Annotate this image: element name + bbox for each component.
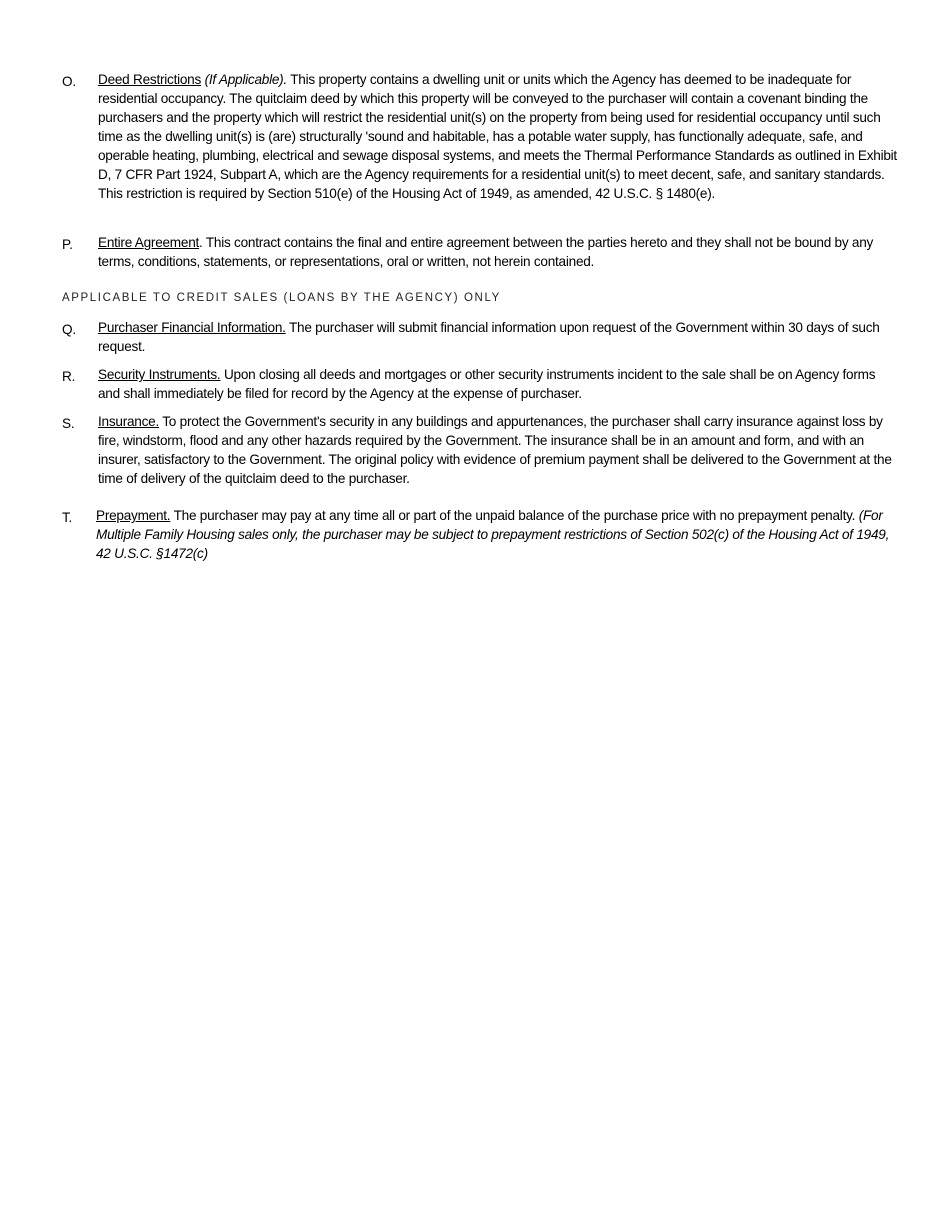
- clause-body: [98, 365, 897, 403]
- clause-q: [62, 318, 897, 356]
- clause-body: [98, 412, 897, 488]
- clause-qualifier: (If Applicable).: [201, 72, 287, 87]
- clause-p: [62, 233, 897, 271]
- clause-text: The purchaser may pay at any time all or part of the unpaid balance of the purchase price with no prepayment penalty.: [170, 508, 859, 523]
- clause-heading: Security Instruments.: [98, 367, 221, 382]
- clause-text: . This contract contains the final and entire agreement between the parties hereto and they shall not be bound by any terms, conditions, statements, or representations, oral or written, not herein contained.: [98, 235, 874, 269]
- clause-text: This property contains a dwelling unit or units which the Agency has deemed to be inadequate for residential occupancy. The quitclaim deed by which this property will be conveyed to the purchaser will contain a covenant binding the purchasers and the property which will restrict the residential unit(s) on the property from being used for residential occupancy until such time as the dwelling unit(s) is (are) structurally 'sound and habitable, has a potable water supply, has functionally adequate, safe, and operable heating, plumbing, electrical and sewage disposal systems, and meets the Thermal Performance Standards as outlined in Exhibit D, 7 CFR Part 1924, Subpart A, which are the Agency requirements for a residential unit(s) to meet decent, safe, and sanitary standards. This restriction is required by Section 510(e) of the Housing Act of 1949, as amended, 42 U.S.C. § 1480(e).: [98, 72, 897, 201]
- clause-r: [62, 365, 897, 403]
- clause-letter: S.: [62, 416, 75, 431]
- clause-body: [96, 506, 897, 563]
- clause-letter: T.: [62, 510, 73, 525]
- section-title: APPLICABLE TO CREDIT SALES (LOANS BY THE AGENCY) ONLY: [62, 292, 501, 304]
- clause-letter: P.: [62, 237, 73, 252]
- clause-heading: Prepayment.: [96, 508, 171, 523]
- clause-text: The purchaser will submit financial information upon request of the Government within 30 days of such request.: [98, 320, 880, 354]
- clause-body: [98, 233, 897, 271]
- clause-heading: Entire Agreement: [98, 235, 200, 250]
- clause-heading: Insurance.: [98, 414, 159, 429]
- clause-letter: R.: [62, 369, 76, 384]
- clause-heading: Purchaser Financial Information.: [98, 320, 286, 335]
- clause-body: [98, 70, 897, 203]
- clause-text: Upon closing all deeds and mortgages or other security instruments incident to the sale shall be on Agency forms and shall immediately be filed for record by the Agency at the expense of purchaser.: [98, 367, 876, 401]
- clause-o: [62, 70, 897, 203]
- clause-italic-note: (For Multiple Family Housing sales only, the purchaser may be subject to prepayment restrictions of Section 502(c) of the Housing Act of 1949, 42 U.S.C. §1472(c): [96, 508, 890, 561]
- clause-heading: Deed Restrictions: [98, 72, 202, 87]
- clause-body: [98, 318, 897, 356]
- clause-letter: O.: [62, 74, 76, 89]
- clause-t: [62, 506, 897, 563]
- clause-text: To protect the Government's security in any buildings and appurtenances, the purchaser shall carry insurance against loss by fire, windstorm, flood and any other hazards required by the Government. The insurance shall be in an amount and form, and with an insurer, satisfactory to the Government. The original policy with evidence of premium payment shall be delivered to the Government at the time of delivery of the quitclaim deed to the purchaser.: [98, 414, 892, 486]
- clause-letter: Q.: [62, 322, 76, 337]
- clause-s: [62, 412, 897, 488]
